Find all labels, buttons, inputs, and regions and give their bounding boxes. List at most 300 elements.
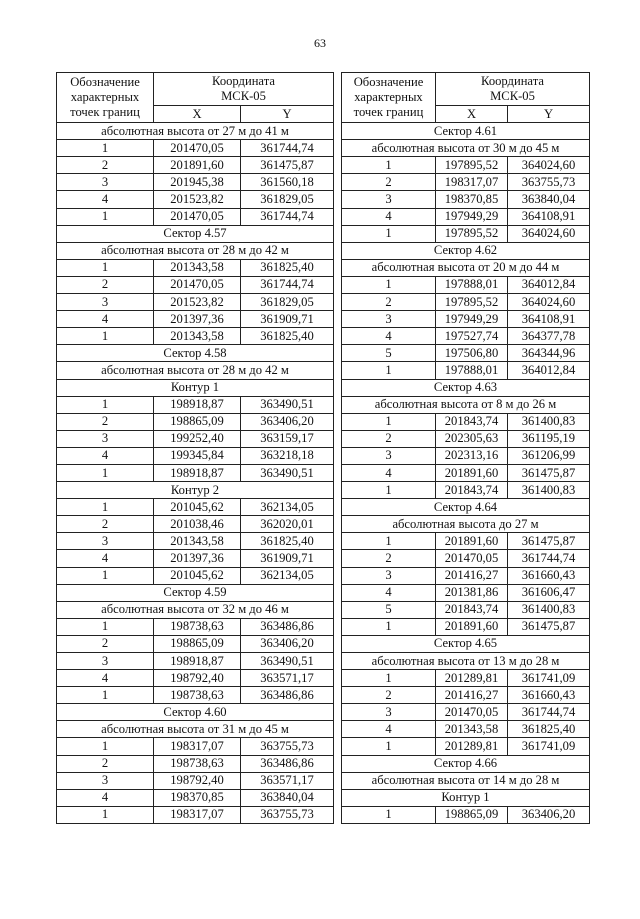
point-number: 1 <box>342 482 436 499</box>
point-number: 2 <box>57 516 154 533</box>
header-coordinate-line: МСК-05 <box>221 89 266 103</box>
point-number: 3 <box>342 447 436 464</box>
point-number: 3 <box>57 174 154 191</box>
coordinate-y: 364108,91 <box>508 311 590 328</box>
point-number: 1 <box>57 738 154 755</box>
table-row <box>342 430 590 447</box>
section-row <box>57 123 334 140</box>
point-number: 1 <box>57 567 154 584</box>
section-label: абсолютная высота от 32 м до 46 м <box>57 601 334 618</box>
point-number: 4 <box>342 721 436 738</box>
table-row <box>57 430 334 447</box>
point-number: 4 <box>57 191 154 208</box>
coordinate-y: 361475,87 <box>508 618 590 635</box>
coordinate-y: 361744,74 <box>241 208 334 225</box>
table-row <box>342 721 590 738</box>
coordinate-y: 361400,83 <box>508 601 590 618</box>
coordinate-y: 363755,73 <box>241 806 334 823</box>
header-designation-line: Обозначение <box>353 75 424 90</box>
table-row <box>57 806 334 823</box>
coordinate-y: 363406,20 <box>241 635 334 652</box>
table-row <box>57 618 334 635</box>
header-x: X <box>436 106 508 123</box>
table-row <box>342 584 590 601</box>
point-number: 1 <box>342 157 436 174</box>
header-y: Y <box>508 106 590 123</box>
table-row <box>57 259 334 276</box>
coordinate-y: 364024,60 <box>508 294 590 311</box>
point-number: 2 <box>342 174 436 191</box>
table-row <box>57 533 334 550</box>
point-number: 1 <box>57 464 154 481</box>
coordinate-x: 197949,29 <box>436 311 508 328</box>
point-number: 1 <box>342 225 436 242</box>
section-row <box>342 396 590 413</box>
section-label: абсолютная высота до 27 м <box>342 516 590 533</box>
coordinate-y: 361744,74 <box>508 704 590 721</box>
point-number: 2 <box>57 157 154 174</box>
coordinate-y: 362134,05 <box>241 499 334 516</box>
section-row <box>342 259 590 276</box>
coordinate-y: 363486,86 <box>241 618 334 635</box>
header-y: Y <box>241 106 334 123</box>
coordinate-y: 361825,40 <box>241 533 334 550</box>
coordinate-y: 361909,71 <box>241 311 334 328</box>
coordinate-x: 198792,40 <box>154 670 241 687</box>
coordinate-y: 362020,01 <box>241 516 334 533</box>
section-label: абсолютная высота от 13 м до 28 м <box>342 653 590 670</box>
point-number: 3 <box>342 704 436 721</box>
coordinate-y: 361475,87 <box>241 157 334 174</box>
table-row <box>342 174 590 191</box>
table-row <box>57 396 334 413</box>
coordinate-x: 201343,58 <box>154 259 241 276</box>
point-number: 2 <box>342 294 436 311</box>
coordinate-x: 201945,38 <box>154 174 241 191</box>
section-row <box>57 601 334 618</box>
header-coordinate <box>154 73 334 106</box>
point-number: 2 <box>342 430 436 447</box>
table-row <box>57 772 334 789</box>
table-row <box>57 550 334 567</box>
point-number: 2 <box>57 413 154 430</box>
section-row <box>342 755 590 772</box>
header-designation <box>342 73 436 123</box>
coordinate-x: 202305,63 <box>436 430 508 447</box>
point-number: 2 <box>342 550 436 567</box>
coordinate-x: 201891,60 <box>436 464 508 481</box>
coordinate-x: 201470,05 <box>154 208 241 225</box>
table-row <box>342 328 590 345</box>
coordinate-x: 198865,09 <box>154 413 241 430</box>
point-number: 1 <box>57 618 154 635</box>
table-row <box>342 345 590 362</box>
section-label: абсолютная высота от 30 м до 45 м <box>342 140 590 157</box>
header-designation-line: Обозначение <box>70 75 140 90</box>
coordinate-y: 361400,83 <box>508 482 590 499</box>
table-row <box>57 311 334 328</box>
coordinate-x: 201289,81 <box>436 738 508 755</box>
table-row <box>342 191 590 208</box>
point-number: 5 <box>342 601 436 618</box>
coordinate-y: 363486,86 <box>241 755 334 772</box>
header-x: X <box>154 106 241 123</box>
point-number: 3 <box>57 533 154 550</box>
table-row <box>342 311 590 328</box>
point-number: 4 <box>342 464 436 481</box>
coordinate-y: 363486,86 <box>241 687 334 704</box>
header-designation-line: точек границ <box>70 105 140 120</box>
coordinate-y: 363406,20 <box>241 413 334 430</box>
coordinate-x: 201397,36 <box>154 311 241 328</box>
coordinate-x: 197888,01 <box>436 276 508 293</box>
table-row <box>57 789 334 806</box>
coordinate-y: 364108,91 <box>508 208 590 225</box>
coordinate-y: 361606,47 <box>508 584 590 601</box>
point-number: 4 <box>342 208 436 225</box>
coordinate-y: 361744,74 <box>508 550 590 567</box>
table-row <box>342 601 590 618</box>
coordinate-y: 361660,43 <box>508 567 590 584</box>
coordinate-y: 363490,51 <box>241 653 334 670</box>
coordinate-x: 201470,05 <box>154 140 241 157</box>
table-row <box>57 567 334 584</box>
coordinate-x: 197527,74 <box>436 328 508 345</box>
table-row <box>57 174 334 191</box>
table-row <box>57 276 334 293</box>
coordinate-x: 198918,87 <box>154 396 241 413</box>
coordinate-x: 201381,86 <box>436 584 508 601</box>
coordinate-x: 198317,07 <box>436 174 508 191</box>
table-row <box>57 191 334 208</box>
coordinate-x: 197895,52 <box>436 294 508 311</box>
point-number: 3 <box>342 567 436 584</box>
coordinate-x: 198865,09 <box>436 806 508 823</box>
point-number: 3 <box>57 430 154 447</box>
coordinate-y: 361744,74 <box>241 140 334 157</box>
section-row <box>57 721 334 738</box>
point-number: 1 <box>342 533 436 550</box>
point-number: 2 <box>57 635 154 652</box>
coordinate-x: 201397,36 <box>154 550 241 567</box>
point-number: 4 <box>57 311 154 328</box>
coordinate-y: 364344,96 <box>508 345 590 362</box>
point-number: 1 <box>342 738 436 755</box>
table-row <box>342 464 590 481</box>
coordinate-y: 361660,43 <box>508 687 590 704</box>
point-number: 1 <box>57 499 154 516</box>
table-row <box>342 704 590 721</box>
table-row <box>57 328 334 345</box>
coordinate-y: 363406,20 <box>508 806 590 823</box>
section-row <box>342 140 590 157</box>
point-number: 1 <box>342 276 436 293</box>
point-number: 1 <box>342 670 436 687</box>
coordinate-x: 201470,05 <box>154 276 241 293</box>
coordinate-x: 201523,82 <box>154 191 241 208</box>
point-number: 1 <box>342 413 436 430</box>
coordinate-x: 201343,58 <box>154 328 241 345</box>
section-label: абсолютная высота от 14 м до 28 м <box>342 772 590 789</box>
coordinate-y: 364012,84 <box>508 362 590 379</box>
coordinate-y: 361560,18 <box>241 174 334 191</box>
section-label: Сектор 4.66 <box>342 755 590 772</box>
table-row <box>57 157 334 174</box>
section-row <box>342 653 590 670</box>
point-number: 4 <box>342 328 436 345</box>
section-row <box>342 123 590 140</box>
section-row <box>57 704 334 721</box>
point-number: 4 <box>57 789 154 806</box>
coordinate-x: 198918,87 <box>154 464 241 481</box>
coordinate-y: 364024,60 <box>508 225 590 242</box>
table-row <box>342 362 590 379</box>
coordinate-x: 198317,07 <box>154 738 241 755</box>
section-label: Контур 1 <box>342 789 590 806</box>
section-row <box>342 789 590 806</box>
table-row <box>342 618 590 635</box>
section-label: Сектор 4.58 <box>57 345 334 362</box>
coordinate-x: 198865,09 <box>154 635 241 652</box>
table-row <box>57 516 334 533</box>
coordinate-x: 198370,85 <box>154 789 241 806</box>
coordinate-y: 361909,71 <box>241 550 334 567</box>
coordinate-y: 363218,18 <box>241 447 334 464</box>
table-row <box>57 738 334 755</box>
table-row <box>342 447 590 464</box>
point-number: 1 <box>57 328 154 345</box>
left-table-body <box>57 123 334 824</box>
coordinate-y: 361744,74 <box>241 276 334 293</box>
coordinate-y: 361825,40 <box>241 259 334 276</box>
coordinate-y: 363755,73 <box>508 174 590 191</box>
table-row <box>57 464 334 481</box>
coordinate-x: 201891,60 <box>154 157 241 174</box>
coordinate-x: 201523,82 <box>154 294 241 311</box>
section-label: Контур 2 <box>57 482 334 499</box>
coordinate-x: 198738,63 <box>154 687 241 704</box>
coordinate-y: 363571,17 <box>241 772 334 789</box>
coordinate-x: 197506,80 <box>436 345 508 362</box>
table-row <box>342 294 590 311</box>
point-number: 1 <box>57 687 154 704</box>
table-row <box>57 670 334 687</box>
section-row <box>57 225 334 242</box>
coordinate-x: 198370,85 <box>436 191 508 208</box>
point-number: 4 <box>57 670 154 687</box>
coordinate-y: 363571,17 <box>241 670 334 687</box>
table-row <box>57 755 334 772</box>
point-number: 1 <box>57 140 154 157</box>
table-row <box>57 140 334 157</box>
table-row <box>57 208 334 225</box>
coordinate-y: 361475,87 <box>508 464 590 481</box>
coordinate-x: 199252,40 <box>154 430 241 447</box>
section-label: Контур 1 <box>57 379 334 396</box>
header-coordinate <box>436 73 590 106</box>
header-designation-line: точек границ <box>353 105 424 120</box>
section-row <box>57 482 334 499</box>
point-number: 4 <box>57 447 154 464</box>
point-number: 2 <box>57 276 154 293</box>
section-label: абсолютная высота от 8 м до 26 м <box>342 396 590 413</box>
coordinate-x: 201470,05 <box>436 704 508 721</box>
coordinate-x: 201289,81 <box>436 670 508 687</box>
coordinate-x: 201416,27 <box>436 687 508 704</box>
section-row <box>342 242 590 259</box>
section-label: Сектор 4.60 <box>57 704 334 721</box>
point-number: 1 <box>57 208 154 225</box>
coordinate-y: 363490,51 <box>241 396 334 413</box>
point-number: 1 <box>57 259 154 276</box>
coordinate-y: 363159,17 <box>241 430 334 447</box>
coordinate-y: 363755,73 <box>241 738 334 755</box>
section-row <box>57 362 334 379</box>
point-number: 1 <box>57 396 154 413</box>
point-number: 1 <box>342 618 436 635</box>
coordinate-y: 364012,84 <box>508 276 590 293</box>
section-row <box>342 516 590 533</box>
table-row <box>342 738 590 755</box>
table-row <box>57 294 334 311</box>
table-row <box>57 413 334 430</box>
section-row <box>342 499 590 516</box>
table-row <box>342 550 590 567</box>
coordinate-y: 361741,09 <box>508 738 590 755</box>
coordinate-x: 201416,27 <box>436 567 508 584</box>
coordinate-x: 201470,05 <box>436 550 508 567</box>
table-row <box>342 276 590 293</box>
coordinate-x: 197888,01 <box>436 362 508 379</box>
section-label: Сектор 4.64 <box>342 499 590 516</box>
header-designation <box>57 73 154 123</box>
point-number: 1 <box>57 806 154 823</box>
section-label: Сектор 4.61 <box>342 123 590 140</box>
section-row <box>342 635 590 652</box>
table-row <box>57 635 334 652</box>
coordinate-x: 198918,87 <box>154 653 241 670</box>
header-designation-line: характерных <box>70 90 140 105</box>
coordinate-x: 201891,60 <box>436 618 508 635</box>
coordinate-y: 361195,19 <box>508 430 590 447</box>
coordinate-y: 361400,83 <box>508 413 590 430</box>
section-label: Сектор 4.59 <box>57 584 334 601</box>
section-label: абсолютная высота от 20 м до 44 м <box>342 259 590 276</box>
section-label: абсолютная высота от 28 м до 42 м <box>57 362 334 379</box>
coordinate-y: 363490,51 <box>241 464 334 481</box>
section-label: Сектор 4.65 <box>342 635 590 652</box>
table-row <box>57 687 334 704</box>
section-label: Сектор 4.63 <box>342 379 590 396</box>
header-coordinate-line: Координата <box>212 74 275 88</box>
table-row <box>57 447 334 464</box>
coordinate-y: 361829,05 <box>241 191 334 208</box>
table-row <box>342 208 590 225</box>
coordinate-y: 361825,40 <box>508 721 590 738</box>
section-label: абсолютная высота от 27 м до 41 м <box>57 123 334 140</box>
coordinate-y: 361741,09 <box>508 670 590 687</box>
point-number: 3 <box>57 772 154 789</box>
table-row <box>57 653 334 670</box>
table-row <box>342 806 590 823</box>
table-row <box>342 670 590 687</box>
section-row <box>342 772 590 789</box>
table-row <box>342 533 590 550</box>
section-row <box>57 379 334 396</box>
coordinate-x: 198317,07 <box>154 806 241 823</box>
coordinate-x: 201891,60 <box>436 533 508 550</box>
coordinate-y: 364377,78 <box>508 328 590 345</box>
coordinate-x: 201843,74 <box>436 413 508 430</box>
header-coordinate-line: МСК-05 <box>490 89 535 103</box>
section-label: абсолютная высота от 31 м до 45 м <box>57 721 334 738</box>
table-row <box>57 499 334 516</box>
point-number: 2 <box>57 755 154 772</box>
section-row <box>57 584 334 601</box>
point-number: 3 <box>57 294 154 311</box>
coordinate-x: 201038,46 <box>154 516 241 533</box>
coordinate-x: 197895,52 <box>436 225 508 242</box>
coordinate-x: 198738,63 <box>154 755 241 772</box>
section-label: Сектор 4.57 <box>57 225 334 242</box>
coordinate-x: 201843,74 <box>436 482 508 499</box>
coordinate-x: 198738,63 <box>154 618 241 635</box>
table-row <box>342 567 590 584</box>
coordinate-y: 364024,60 <box>508 157 590 174</box>
coordinate-x: 201343,58 <box>154 533 241 550</box>
table-row <box>342 482 590 499</box>
coordinate-x: 202313,16 <box>436 447 508 464</box>
coordinate-x: 201045,62 <box>154 499 241 516</box>
coordinate-x: 198792,40 <box>154 772 241 789</box>
coordinate-y: 361206,99 <box>508 447 590 464</box>
coordinate-y: 362134,05 <box>241 567 334 584</box>
point-number: 5 <box>342 345 436 362</box>
section-row <box>342 379 590 396</box>
coordinate-x: 197895,52 <box>436 157 508 174</box>
point-number: 3 <box>57 653 154 670</box>
page-number: 63 <box>314 36 326 50</box>
coordinate-y: 363840,04 <box>508 191 590 208</box>
section-label: Сектор 4.62 <box>342 242 590 259</box>
coordinates-table-left <box>56 72 334 824</box>
coordinate-x: 199345,84 <box>154 447 241 464</box>
right-table-body <box>342 123 590 824</box>
header-designation-line: характерных <box>354 90 423 105</box>
coordinates-table-right <box>341 72 590 824</box>
coordinate-y: 361825,40 <box>241 328 334 345</box>
table-row <box>342 157 590 174</box>
table-row <box>342 413 590 430</box>
section-row <box>57 242 334 259</box>
section-row <box>57 345 334 362</box>
coordinate-x: 201843,74 <box>436 601 508 618</box>
point-number: 1 <box>342 362 436 379</box>
point-number: 4 <box>342 584 436 601</box>
coordinate-y: 363840,04 <box>241 789 334 806</box>
point-number: 4 <box>57 550 154 567</box>
point-number: 3 <box>342 311 436 328</box>
coordinate-y: 361475,87 <box>508 533 590 550</box>
coordinate-x: 201045,62 <box>154 567 241 584</box>
coordinate-x: 201343,58 <box>436 721 508 738</box>
header-coordinate-line: Координата <box>481 74 544 88</box>
section-label: абсолютная высота от 28 м до 42 м <box>57 242 334 259</box>
table-row <box>342 687 590 704</box>
point-number: 1 <box>342 806 436 823</box>
point-number: 2 <box>342 687 436 704</box>
table-row <box>342 225 590 242</box>
